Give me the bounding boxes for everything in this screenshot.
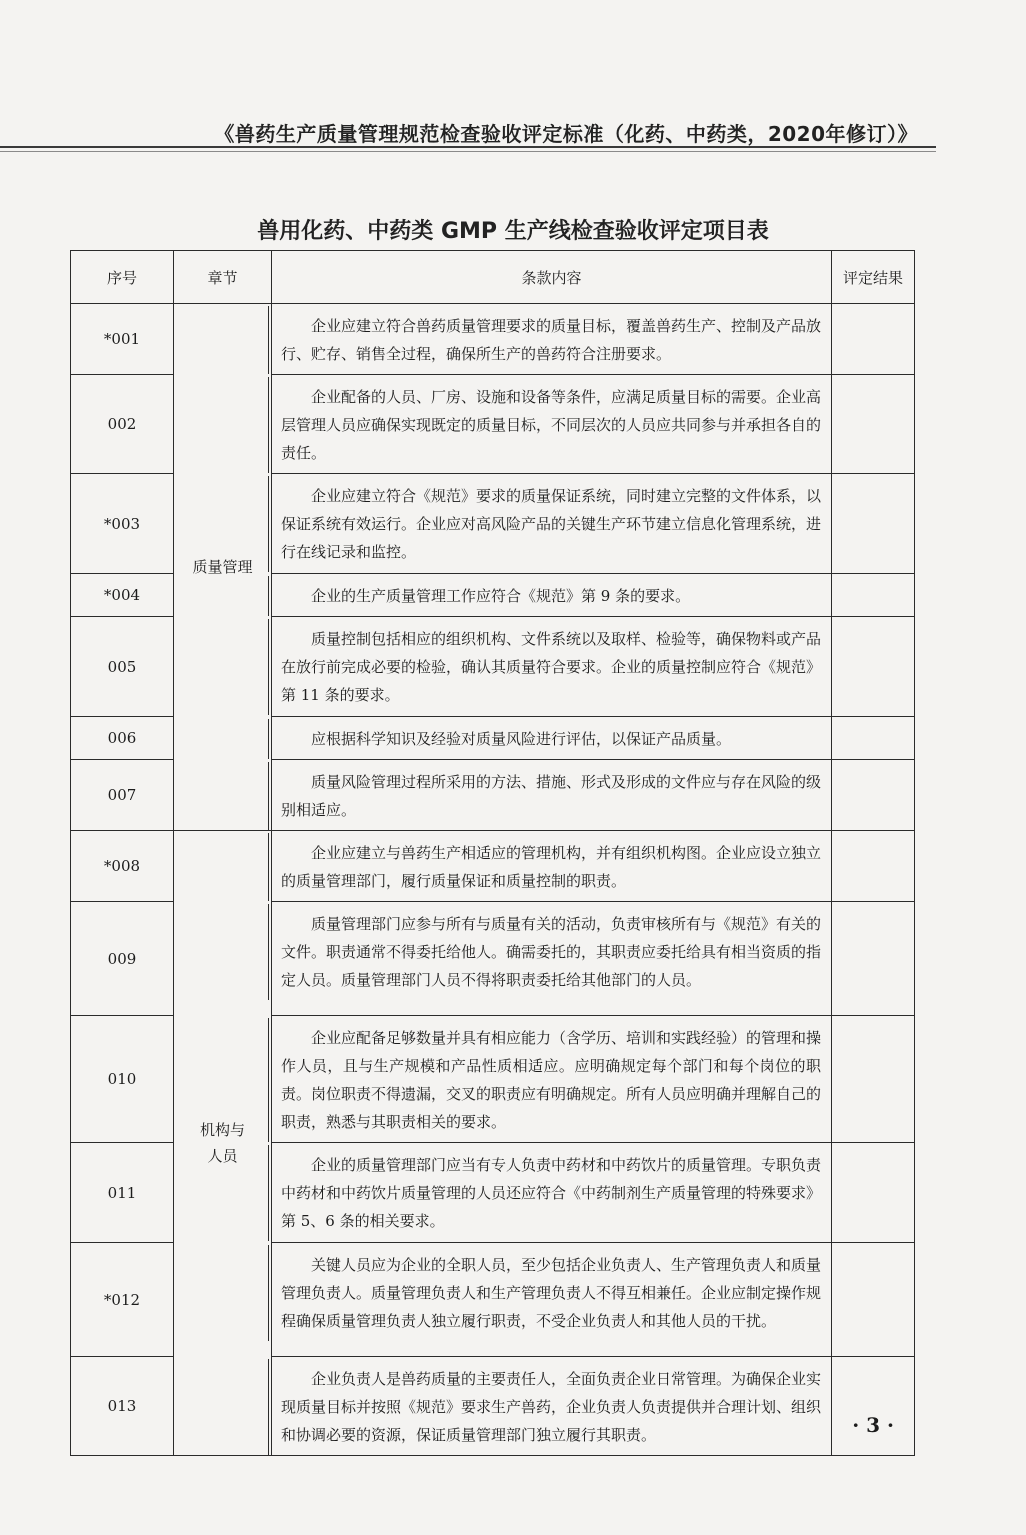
evaluation-table	[70, 250, 915, 1456]
clause-content	[272, 902, 832, 1016]
table-row	[71, 304, 915, 375]
chapter-organization-personnel	[174, 831, 272, 1456]
result-cell[interactable]	[832, 304, 915, 375]
result-cell[interactable]	[832, 1243, 915, 1357]
clause-content	[272, 1016, 832, 1143]
result-cell[interactable]	[832, 375, 915, 474]
row-number: *003	[71, 474, 174, 574]
row-number: 007	[71, 760, 174, 831]
result-cell[interactable]	[832, 1016, 915, 1143]
result-cell[interactable]	[832, 1143, 915, 1243]
result-cell[interactable]	[832, 617, 915, 717]
clause-content	[272, 474, 832, 574]
header-rule	[0, 146, 936, 148]
table-header-row	[71, 251, 915, 304]
row-number: 013	[71, 1357, 174, 1456]
clause-text: 企业应配备足够数量并具有相应能力（含学历、培训和实践经验）的管理和操作人员，且与生产规模和产品性质相适应。应明确规定每个部门和每个岗位的职责。岗位职责不得遗漏，交叉的职责应有明确规定。所有人员应明确并理解自己的职责，熟悉与其职责相关的要求。	[268, 1018, 823, 1142]
result-cell[interactable]	[832, 902, 915, 1016]
clause-content	[272, 717, 832, 760]
clause-text: 质量风险管理过程所采用的方法、措施、形式及形成的文件应与存在风险的级别相适应。	[268, 762, 823, 830]
row-number: 011	[71, 1143, 174, 1243]
header-seq: 序号	[71, 251, 174, 304]
clause-text: 企业应建立与兽药生产相适应的管理机构，并有组织机构图。企业应设立独立的质量管理部门，履行质量保证和质量控制的职责。	[268, 833, 823, 901]
header-content: 条款内容	[272, 251, 832, 304]
result-cell[interactable]	[832, 574, 915, 617]
clause-content	[272, 760, 832, 831]
result-cell[interactable]	[832, 717, 915, 760]
clause-text: 企业负责人是兽药质量的主要责任人，全面负责企业日常管理。为确保企业实现质量目标并按照《规范》要求生产兽药，企业负责人负责提供并合理计划、组织和协调必要的资源，保证质量管理部门独立履行其职责。	[268, 1359, 823, 1455]
clause-content	[272, 831, 832, 902]
clause-content	[272, 375, 832, 474]
row-number: *001	[71, 304, 174, 375]
clause-text: 企业的生产质量管理工作应符合《规范》第 9 条的要求。	[268, 576, 823, 616]
row-number: 006	[71, 717, 174, 760]
clause-text: 质量管理部门应参与所有与质量有关的活动，负责审核所有与《规范》有关的文件。职责通常不得委托给他人。确需委托的，其职责应委托给具有相当资质的指定人员。质量管理部门人员不得将职责委托给其他部门的人员。	[268, 904, 823, 1000]
result-cell[interactable]	[832, 760, 915, 831]
clause-text: 质量控制包括相应的组织机构、文件系统以及取样、检验等，确保物料或产品在放行前完成必要的检验，确认其质量符合要求。企业的质量控制应符合《规范》第 11 条的要求。	[268, 619, 823, 715]
clause-text: 企业的质量管理部门应当有专人负责中药材和中药饮片的质量管理。专职负责中药材和中药饮片质量管理的人员还应符合《中药制剂生产质量管理的特殊要求》第 5、6 条的相关要求。	[268, 1145, 823, 1241]
clause-text: 企业应建立符合《规范》要求的质量保证系统，同时建立完整的文件体系，以保证系统有效运行。企业应对高风险产品的关键生产环节建立信息化管理系统，进行在线记录和监控。	[268, 476, 823, 572]
row-number: 005	[71, 617, 174, 717]
result-cell[interactable]	[832, 1357, 915, 1456]
table-row	[71, 831, 915, 902]
clause-content	[272, 617, 832, 717]
clause-content	[272, 304, 832, 375]
clause-content	[272, 1143, 832, 1243]
header-rule-thin	[0, 151, 936, 152]
clause-text: 企业应建立符合兽药质量管理要求的质量目标，覆盖兽药生产、控制及产品放行、贮存、销售全过程，确保所生产的兽药符合注册要求。	[268, 306, 823, 374]
row-number: 009	[71, 902, 174, 1016]
clause-text: 企业配备的人员、厂房、设施和设备等条件，应满足质量目标的需要。企业高层管理人员应确保实现既定的质量目标，不同层次的人员应共同参与并承担各自的责任。	[268, 377, 823, 473]
header-result: 评定结果	[832, 251, 915, 304]
clause-text: 应根据科学知识及经验对质量风险进行评估，以保证产品质量。	[268, 719, 823, 759]
clause-content	[272, 1357, 832, 1456]
running-header: 《兽药生产质量管理规范检查验收评定标准（化药、中药类，2020年修订）》	[214, 122, 918, 146]
result-cell[interactable]	[832, 831, 915, 902]
clause-content	[272, 574, 832, 617]
row-number: *004	[71, 574, 174, 617]
result-cell[interactable]	[832, 474, 915, 574]
table-title: 兽用化药、中药类 GMP 生产线检查验收评定项目表	[257, 219, 769, 244]
chapter-quality-management: 质量管理	[174, 304, 272, 831]
chapter-label: 机构与 人员	[199, 1121, 245, 1165]
row-number: *012	[71, 1243, 174, 1357]
clause-content	[272, 1243, 832, 1357]
row-number: 002	[71, 375, 174, 474]
header-chapter: 章节	[174, 251, 272, 304]
clause-text: 关键人员应为企业的全职人员，至少包括企业负责人、生产管理负责人和质量管理负责人。质量管理负责人和生产管理负责人不得互相兼任。企业应制定操作规程确保质量管理负责人独立履行职责，不受企业负责人和其他人员的干扰。	[268, 1245, 823, 1341]
page-number: · 3 ·	[852, 1413, 894, 1437]
row-number: 010	[71, 1016, 174, 1143]
row-number: *008	[71, 831, 174, 902]
